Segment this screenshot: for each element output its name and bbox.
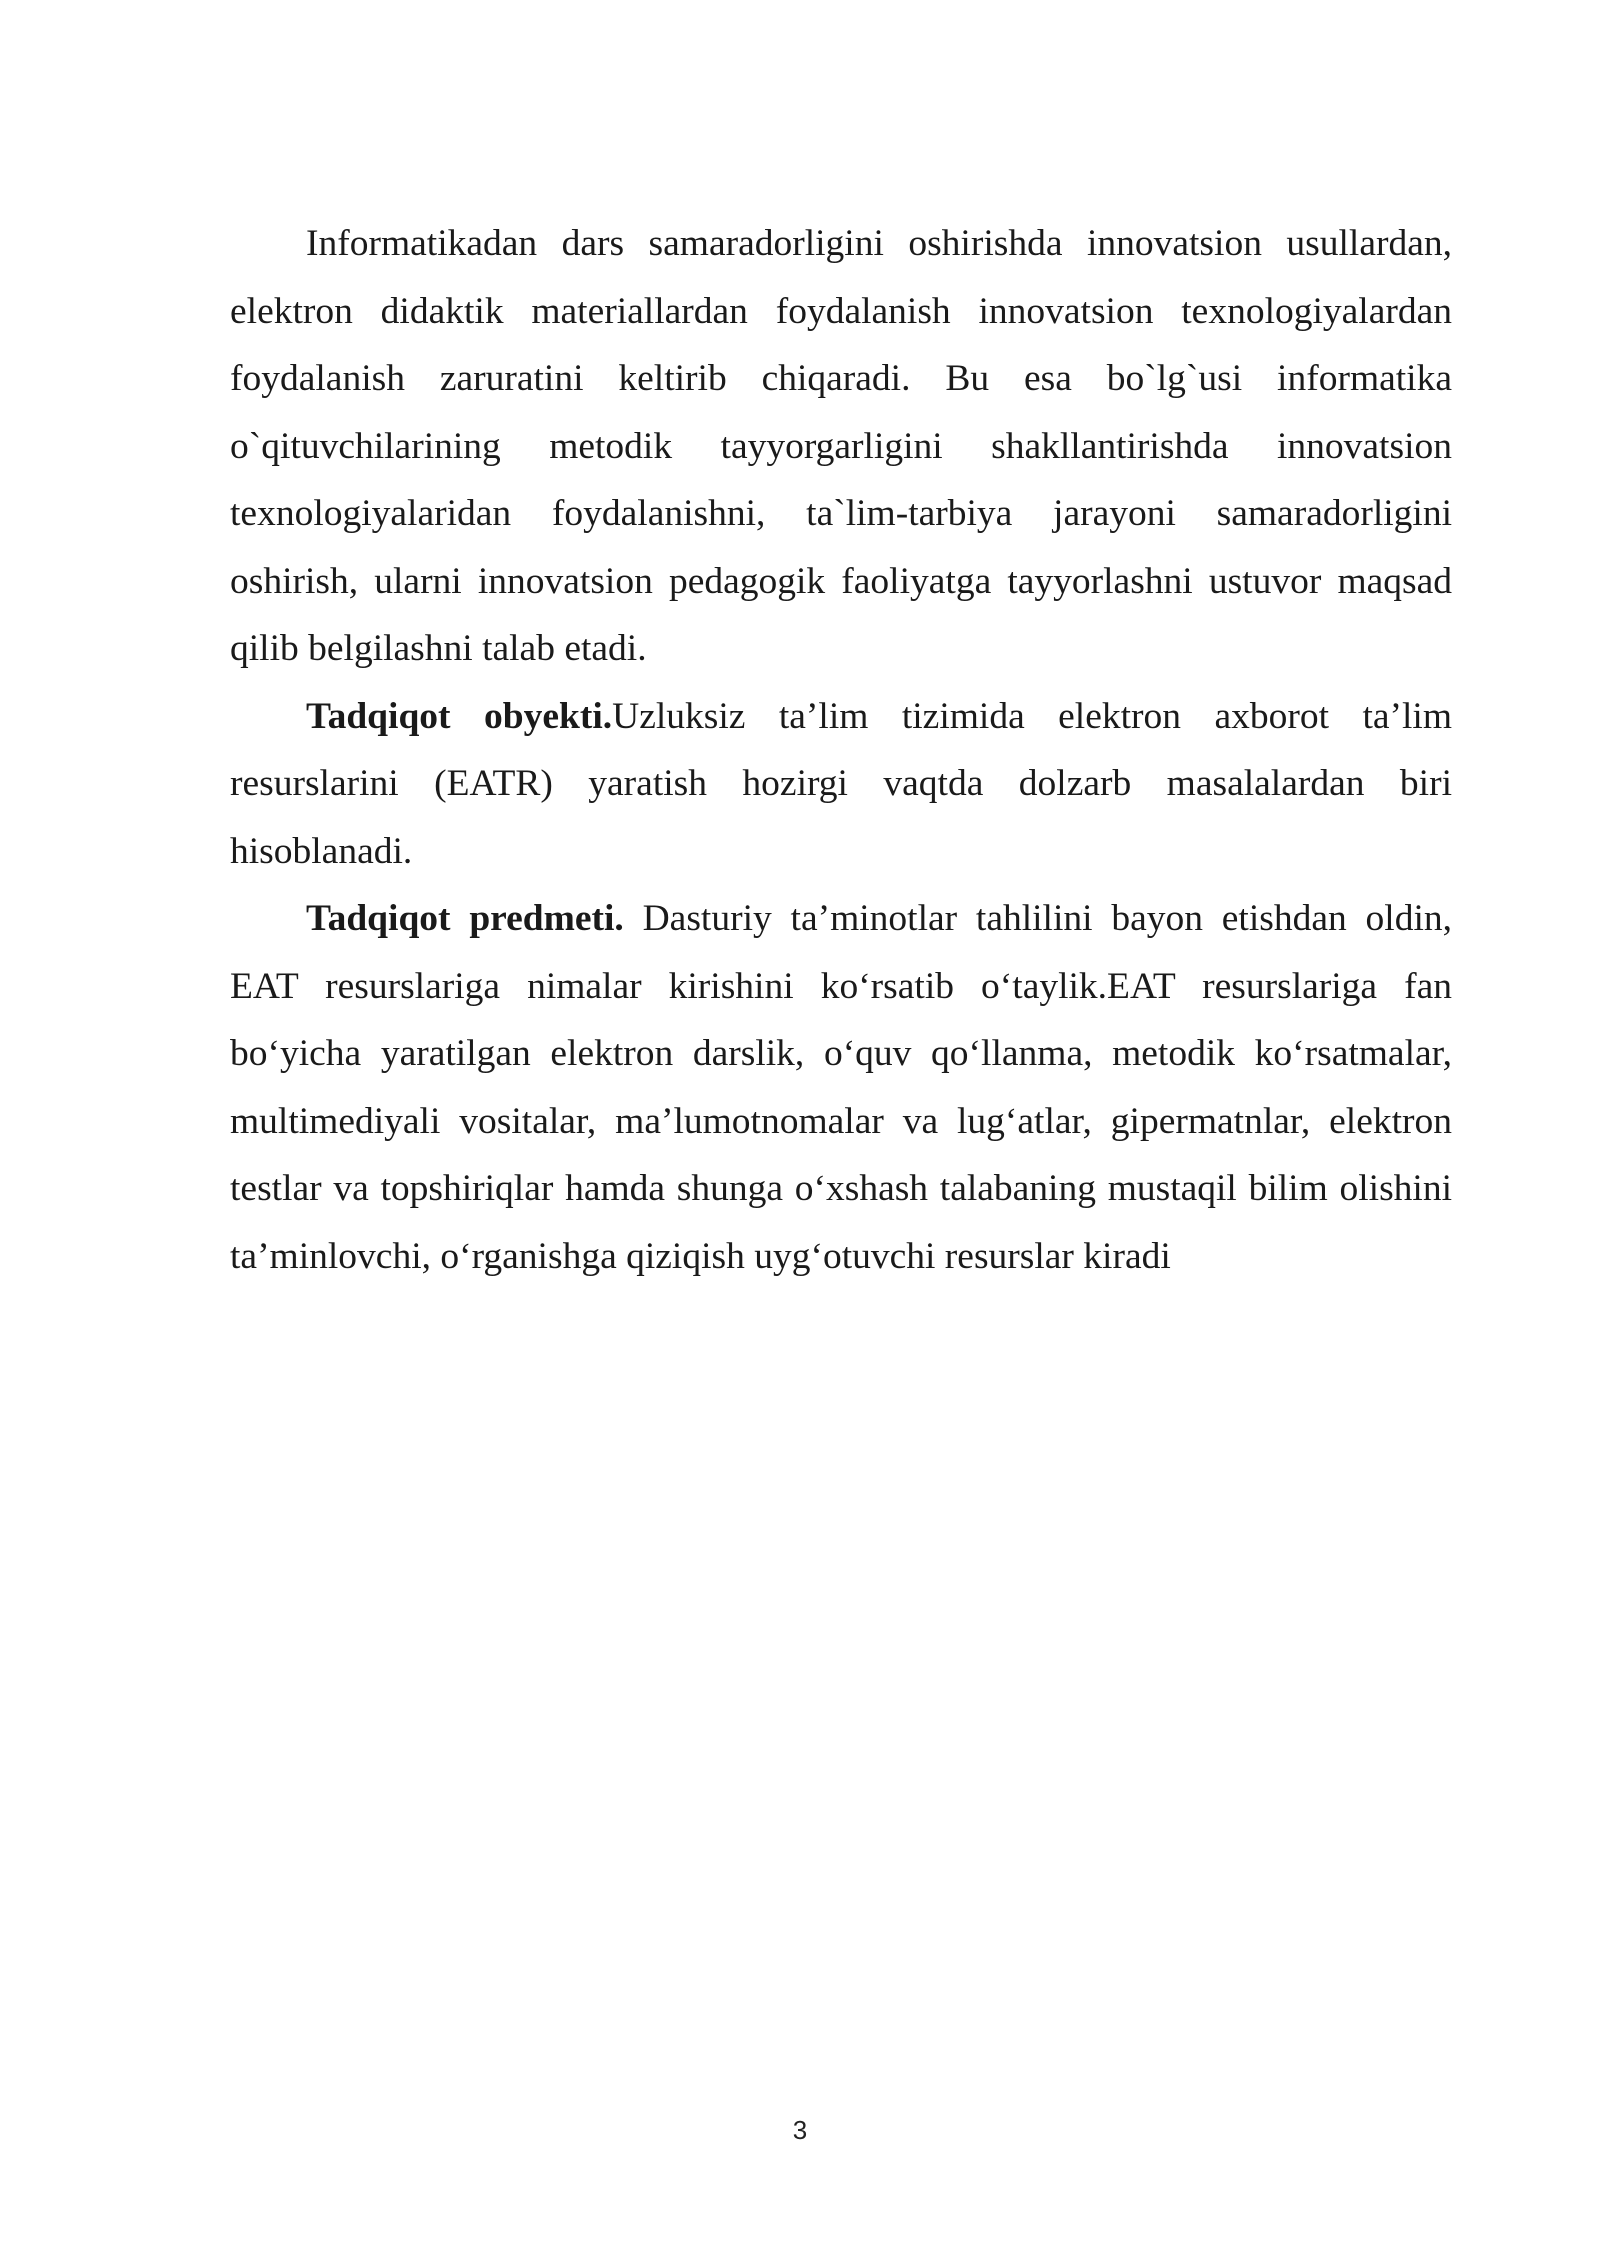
research-object-text: Uzluksiz ta’lim tizimida elektron axborot ta’lim resurslarini (EATR) yaratish hozirgi vaqtda dolzarb masalalardan biri hisoblanadi.: [230, 695, 1452, 872]
paragraph-intro: [230, 210, 1452, 683]
research-subject-text: Dasturiy ta’minotlar tahlilini bayon etishdan oldin, EAT resurslariga nimalar kirishini ko‘rsatib o‘taylik.EAT resurslariga fan bo‘yicha yaratilgan elektron darslik, o‘quv qo‘llanma, metodik ko‘rsatmalar, multimediyali vositalar, ma’lumotnomalar va lug‘atlar, gipermatnlar, elektron testlar va topshiriqlar hamda shunga o‘xshash talabaning mustaqil bilim olishini ta’minlovchi, o‘rganishga qiziqish uyg‘otuvchi resurslar kiradi: [230, 898, 1452, 1277]
paragraph-intro-text: Informatikadan dars samaradorligini oshirishda innovatsion usullardan, elektron didaktik materiallardan foydalanish innovatsion texnologiyalardan foydalanish zaruratini keltirib chiqaradi. Bu esa bo`lg`usi informatika o`qituvchilarining metodik tayyorgarligini shakllantirishda innovatsion texnologiyalaridan foydalanishni, ta`lim-tarbiya jarayoni samaradorligini oshirish, ularni innovatsion pedagogik faoliyatga tayyorlashni ustuvor maqsad qilib belgilashni talab etadi.: [230, 223, 1452, 669]
document-body: [230, 210, 1452, 1290]
paragraph-research-subject: [230, 885, 1452, 1290]
research-object-heading: Tadqiqot obyekti.: [306, 695, 613, 737]
research-subject-heading: Tadqiqot predmeti.: [306, 898, 624, 939]
paragraph-research-object: [230, 683, 1452, 886]
page-number: 3: [792, 2115, 808, 2145]
